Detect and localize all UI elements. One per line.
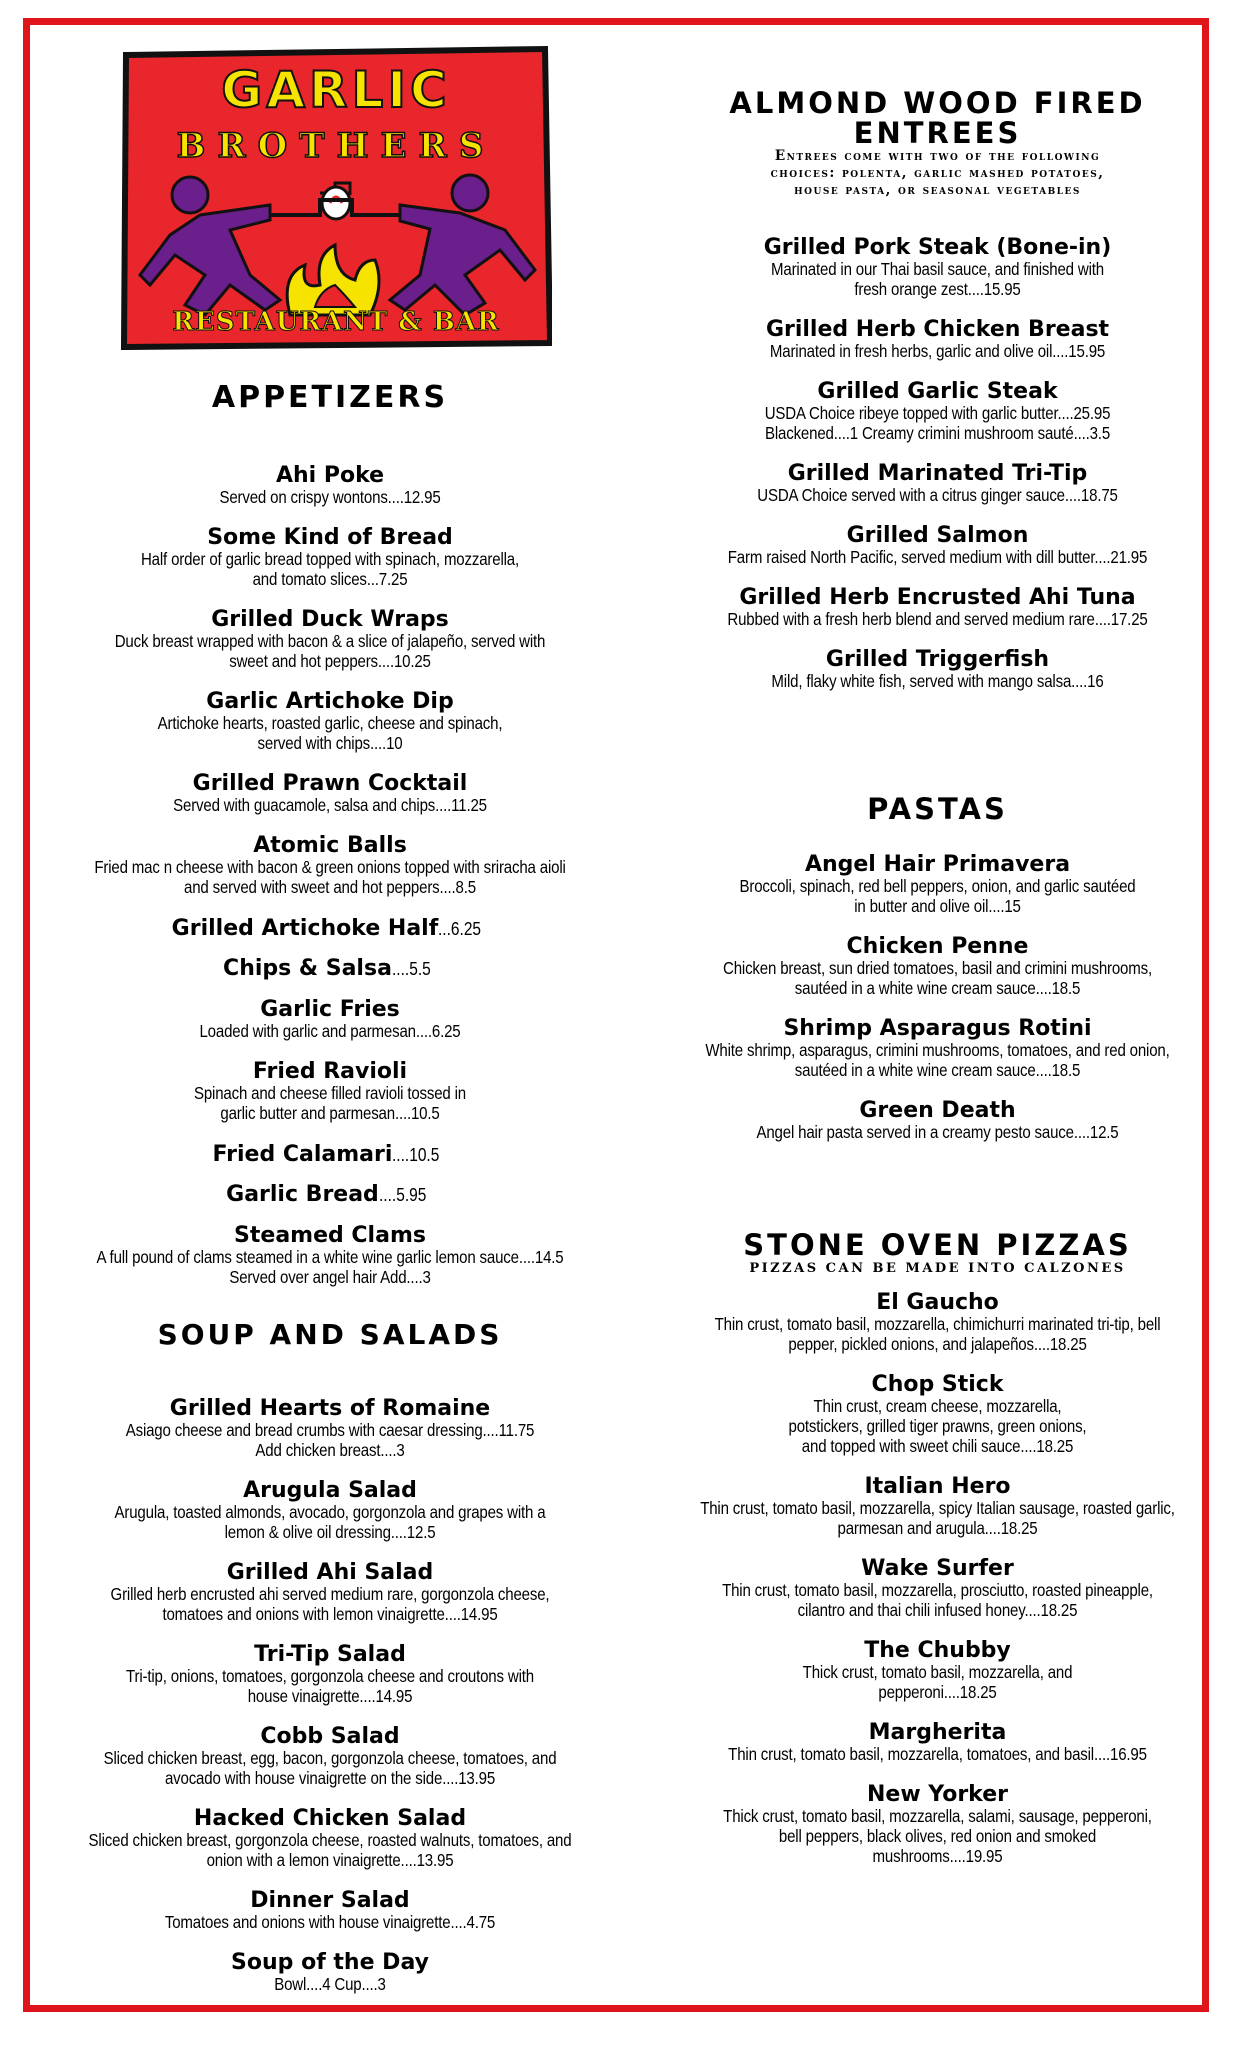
- item-desc: Mild, flaky white fish, served with mango salsa....16: [771, 671, 1104, 691]
- soups-list: [40, 1398, 620, 1994]
- menu-item: [40, 957, 620, 981]
- item-desc: Angel hair pasta served in a creamy pesto sauce....12.5: [756, 1122, 1119, 1142]
- item-name: Hacked Chicken Salad: [193, 1806, 467, 1831]
- item-name: Cobb Salad: [260, 1724, 400, 1749]
- pizzas-subtitle: PIZZAS CAN BE MADE INTO CALZONES: [749, 1261, 1126, 1276]
- item-name: Green Death: [859, 1098, 1016, 1123]
- item-desc: Tri-tip, onions, tomatoes, gorgonzola cheese and croutons with house vinaigrette....14.95: [126, 1666, 534, 1706]
- menu-item: [40, 1183, 620, 1207]
- menu-item: [640, 1784, 1235, 1866]
- item-desc: Thin crust, tomato basil, mozzarella, chimichurri marinated tri-tip, bell pepper, pickled onions, and jalapeños....18.25: [714, 1314, 1161, 1354]
- item-desc: Half order of garlic bread topped with spinach, mozzarella, and tomato slices...7.25: [140, 549, 519, 589]
- item-desc: Thin crust, tomato basil, mozzarella, tomatoes, and basil....16.95: [728, 1744, 1147, 1764]
- item-desc: Chicken breast, sun dried tomatoes, basil and crimini mushrooms, sautéed in a white wine cream sauce....18.5: [723, 958, 1152, 998]
- pizzas-list: [640, 1292, 1235, 1866]
- item-desc: Bowl....4 Cup....3: [274, 1974, 386, 1994]
- item-name: Chicken Penne: [846, 934, 1029, 959]
- menu-item: [640, 936, 1235, 998]
- soups-heading: SOUP AND SALADS: [157, 1318, 503, 1351]
- item-desc: Artichoke hearts, roasted garlic, cheese and spinach, served with chips....10: [157, 713, 503, 753]
- logo-line3: RESTAURANT & BAR: [172, 307, 500, 337]
- pizzas-heading: STONE OVEN PIZZAS: [743, 1228, 1132, 1262]
- item-name: Shrimp Asparagus Rotini: [783, 1016, 1092, 1041]
- entrees-subtitle: Entrees come with two of the following choices: polenta, garlic mashed potatoes, house pasta, or seasonal vegetables: [770, 148, 1105, 198]
- menu-item: [640, 587, 1235, 629]
- item-desc: Fried mac n cheese with bacon & green onions topped with sriracha aioli and served with sweet and hot peppers....8.5: [94, 857, 566, 897]
- menu-item: [640, 1292, 1235, 1354]
- item-desc: USDA Choice served with a citrus ginger sauce....18.75: [757, 485, 1118, 505]
- item-desc: Duck breast wrapped with bacon & a slice of jalapeño, served with sweet and hot peppers....10.25: [114, 631, 546, 671]
- item-name: Wake Surfer: [861, 1556, 1014, 1581]
- pastas-list: [640, 854, 1235, 1142]
- menu-item: [640, 1722, 1235, 1764]
- menu-item: [640, 1100, 1235, 1142]
- item-name: Chop Stick: [871, 1372, 1004, 1397]
- item-name: Fried Calamari: [212, 1142, 393, 1167]
- menu-item: [40, 1398, 620, 1460]
- item-name: The Chubby: [864, 1638, 1011, 1663]
- entrees-list: [640, 237, 1235, 691]
- menu-item: [40, 1952, 620, 1994]
- item-desc: Farm raised North Pacific, served medium with dill butter....21.95: [727, 547, 1148, 567]
- menu-item: [40, 1644, 620, 1706]
- menu-item: [640, 1476, 1235, 1538]
- restaurant-logo: [120, 45, 552, 350]
- item-name: Grilled Salmon: [846, 523, 1029, 548]
- item-desc: Thick crust, tomato basil, mozzarella, salami, sausage, pepperoni, bell peppers, black olives, red onion and smoked mushrooms....19.95: [723, 1806, 1152, 1866]
- item-name: Margherita: [868, 1720, 1007, 1745]
- pastas-heading: PASTAS: [867, 792, 1008, 826]
- item-desc: Thin crust, tomato basil, mozzarella, spicy Italian sausage, roasted garlic, parmesan and arugula....18.25: [700, 1498, 1175, 1538]
- item-desc: Sliced chicken breast, egg, bacon, gorgonzola cheese, tomatoes, and avocado with house vinaigrette on the side....13.95: [103, 1748, 557, 1788]
- item-desc: A full pound of clams steamed in a white wine garlic lemon sauce....14.5 Served over angel hair Add....3: [96, 1247, 564, 1287]
- item-name: Garlic Fries: [260, 997, 400, 1022]
- item-name: Italian Hero: [864, 1474, 1011, 1499]
- entrees-heading: [640, 88, 1235, 148]
- menu-item: [40, 691, 620, 753]
- item-name: Garlic Artichoke Dip: [206, 689, 454, 714]
- menu-item: [40, 917, 620, 941]
- logo-line2: BROTHERS: [176, 126, 496, 166]
- item-name: Grilled Herb Encrusted Ahi Tuna: [739, 585, 1136, 610]
- menu-item: [640, 525, 1235, 567]
- item-desc: White shrimp, asparagus, crimini mushrooms, tomatoes, and red onion, sautéed in a white wine cream sauce....18.5: [705, 1040, 1170, 1080]
- menu-item: [640, 1374, 1235, 1456]
- item-desc: Tomatoes and onions with house vinaigrette....4.75: [164, 1912, 496, 1932]
- menu-item: [40, 609, 620, 671]
- item-desc: Marinated in fresh herbs, garlic and olive oil....15.95: [769, 341, 1106, 361]
- item-desc: Broccoli, spinach, red bell peppers, onion, and garlic sautéed in butter and olive oil....15: [739, 876, 1136, 916]
- item-name: Grilled Hearts of Romaine: [169, 1396, 491, 1421]
- item-name: Steamed Clams: [234, 1223, 426, 1248]
- logo-graphic: [120, 45, 552, 350]
- menu-item: [40, 1562, 620, 1624]
- item-name: Ahi Poke: [275, 463, 385, 488]
- menu-item: [40, 465, 620, 507]
- item-price: ....10.5: [392, 1145, 440, 1165]
- item-name: Tri-Tip Salad: [254, 1642, 406, 1667]
- menu-item: [40, 1808, 620, 1870]
- menu-item: [40, 1480, 620, 1542]
- item-price: ....5.95: [378, 1185, 427, 1205]
- menu-item: [40, 1726, 620, 1788]
- item-name: Fried Ravioli: [252, 1059, 408, 1084]
- menu-item: [40, 1890, 620, 1932]
- item-name: Grilled Marinated Tri-Tip: [787, 461, 1088, 486]
- item-name: Grilled Ahi Salad: [226, 1560, 434, 1585]
- menu-item: [640, 649, 1235, 691]
- item-desc: Thin crust, tomato basil, mozzarella, prosciutto, roasted pineapple, cilantro and thai chili infused honey....18.25: [722, 1580, 1153, 1620]
- menu-item: [40, 527, 620, 589]
- item-name: Grilled Artichoke Half: [171, 916, 439, 941]
- item-desc: Sliced chicken breast, gorgonzola cheese, roasted walnuts, tomatoes, and onion with a lemon vinaigrette....13.95: [88, 1830, 572, 1870]
- appetizers-list: [40, 465, 620, 1287]
- item-name: New Yorker: [866, 1782, 1008, 1807]
- item-desc: Thick crust, tomato basil, mozzarella, and pepperoni....18.25: [802, 1662, 1073, 1702]
- item-name: El Gaucho: [876, 1290, 999, 1315]
- menu-item: [40, 1225, 620, 1287]
- item-desc: Served on crispy wontons....12.95: [219, 487, 441, 507]
- menu-item: [640, 237, 1235, 299]
- item-name: Grilled Garlic Steak: [817, 379, 1058, 404]
- menu-item: [640, 854, 1235, 916]
- item-desc: Loaded with garlic and parmesan....6.25: [199, 1021, 461, 1041]
- menu-item: [40, 999, 620, 1041]
- menu-item: [40, 1143, 620, 1167]
- menu-item: [640, 319, 1235, 361]
- item-desc: Served with guacamole, salsa and chips....11.25: [173, 795, 487, 815]
- item-name: Grilled Prawn Cocktail: [192, 771, 468, 796]
- item-name: Grilled Pork Steak (Bone-in): [763, 235, 1112, 260]
- menu-item: [40, 773, 620, 815]
- item-price: ....5.5: [391, 959, 431, 979]
- menu-item: [640, 1640, 1235, 1702]
- item-name: Grilled Duck Wraps: [211, 607, 449, 632]
- menu-item: [40, 1061, 620, 1123]
- entrees-heading-line1: ALMOND WOOD FIRED: [729, 86, 1146, 120]
- menu-item: [640, 381, 1235, 443]
- item-desc: Thin crust, cream cheese, mozzarella, potstickers, grilled tiger prawns, green onions, and topped with sweet chili sauce....18.25: [788, 1396, 1087, 1456]
- item-desc: Marinated in our Thai basil sauce, and finished with fresh orange zest....15.95: [771, 259, 1104, 299]
- menu-item: [640, 463, 1235, 505]
- menu-item: [640, 1558, 1235, 1620]
- appetizers-heading: APPETIZERS: [211, 380, 449, 415]
- item-name: Soup of the Day: [231, 1950, 429, 1975]
- item-desc: Grilled herb encrusted ahi served medium rare, gorgonzola cheese, tomatoes and onions with lemon vinaigrette....14.95: [110, 1584, 550, 1624]
- menu-item: [40, 835, 620, 897]
- item-desc: Asiago cheese and bread crumbs with caesar dressing....11.75 Add chicken breast....3: [125, 1420, 535, 1460]
- item-name: Some Kind of Bread: [207, 525, 453, 550]
- item-desc: Rubbed with a fresh herb blend and served medium rare....17.25: [727, 609, 1148, 629]
- item-name: Arugula Salad: [243, 1478, 417, 1503]
- menu-item: [640, 1018, 1235, 1080]
- logo-line1: GARLIC: [221, 61, 451, 119]
- entrees-heading-line2: ENTREES: [853, 116, 1022, 150]
- item-desc: Arugula, toasted almonds, avocado, gorgonzola and grapes with a lemon & olive oil dressing....12.5: [114, 1502, 546, 1542]
- item-price: ...6.25: [438, 919, 482, 939]
- item-name: Grilled Triggerfish: [825, 647, 1050, 672]
- item-name: Chips & Salsa: [223, 956, 392, 981]
- item-name: Dinner Salad: [250, 1888, 410, 1913]
- item-desc: Spinach and cheese filled ravioli tossed in garlic butter and parmesan....10.5: [193, 1083, 467, 1123]
- item-name: Angel Hair Primavera: [804, 852, 1071, 877]
- item-name: Grilled Herb Chicken Breast: [765, 317, 1110, 342]
- item-name: Atomic Balls: [253, 833, 407, 858]
- item-name: Garlic Bread: [226, 1182, 379, 1207]
- item-desc: USDA Choice ribeye topped with garlic butter....25.95 Blackened....1 Creamy crimini mushroom sauté....3.5: [764, 403, 1111, 443]
